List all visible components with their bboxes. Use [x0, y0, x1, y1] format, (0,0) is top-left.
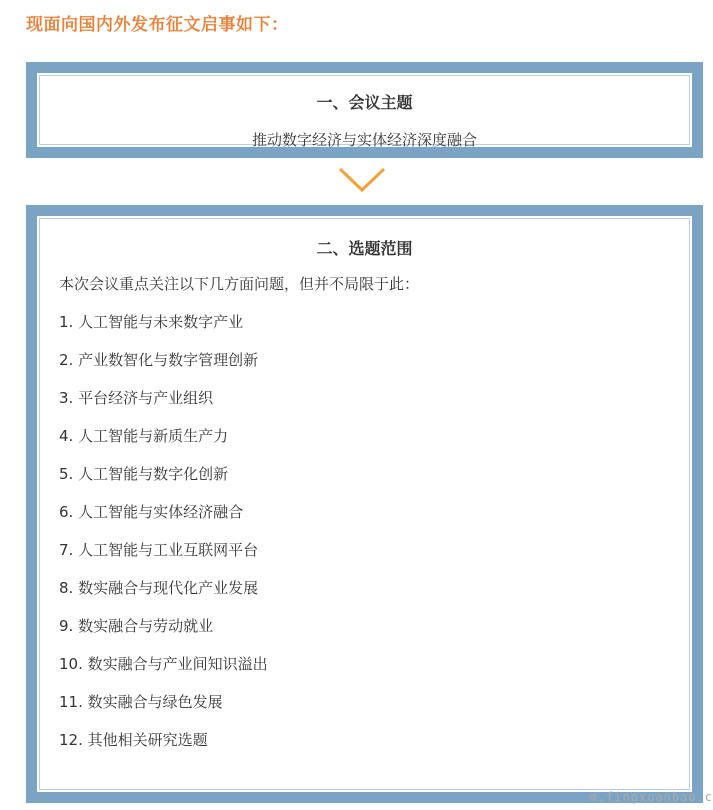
section-meeting-theme-panel: [36, 72, 693, 148]
topic-list: [59, 265, 670, 759]
list-item: 8. 数实融合与现代化产业发展: [59, 579, 259, 597]
topic-lead: 本次会议重点关注以下几方面问题，但并不局限于此：: [59, 275, 420, 293]
section-title-scope: 二、选题范围: [316, 239, 413, 258]
list-item: 6. 人工智能与实体经济融合: [59, 503, 244, 521]
section-topic-scope-panel: [36, 215, 693, 793]
watermark-text: m.fingxuanbao.c: [589, 790, 713, 804]
meeting-theme-text: 推动数字经济与实体经济深度融合: [251, 131, 477, 149]
list-item: 11. 数实融合与绿色发展: [59, 693, 223, 711]
list-item: 12. 其他相关研究选题: [59, 731, 208, 749]
section-topic-scope: [26, 205, 703, 803]
intro-heading: 现面向国内外发布征文启事如下：: [26, 15, 289, 35]
list-item: 3. 平台经济与产业组织: [59, 389, 214, 407]
section-title-theme: 一、会议主题: [316, 93, 413, 112]
list-item: 7. 人工智能与工业互联网平台: [59, 541, 259, 559]
list-item: 4. 人工智能与新质生产力: [59, 427, 229, 445]
chevron-down-icon: [337, 166, 387, 194]
list-item: 2. 产业数智化与数字管理创新: [59, 351, 259, 369]
list-item: 10. 数实融合与产业间知识溢出: [59, 655, 268, 673]
list-item: 5. 人工智能与数字化创新: [59, 465, 229, 483]
section-meeting-theme: [26, 62, 703, 158]
list-item: 1. 人工智能与未来数字产业: [59, 313, 244, 331]
list-item: 9. 数实融合与劳动就业: [59, 617, 214, 635]
